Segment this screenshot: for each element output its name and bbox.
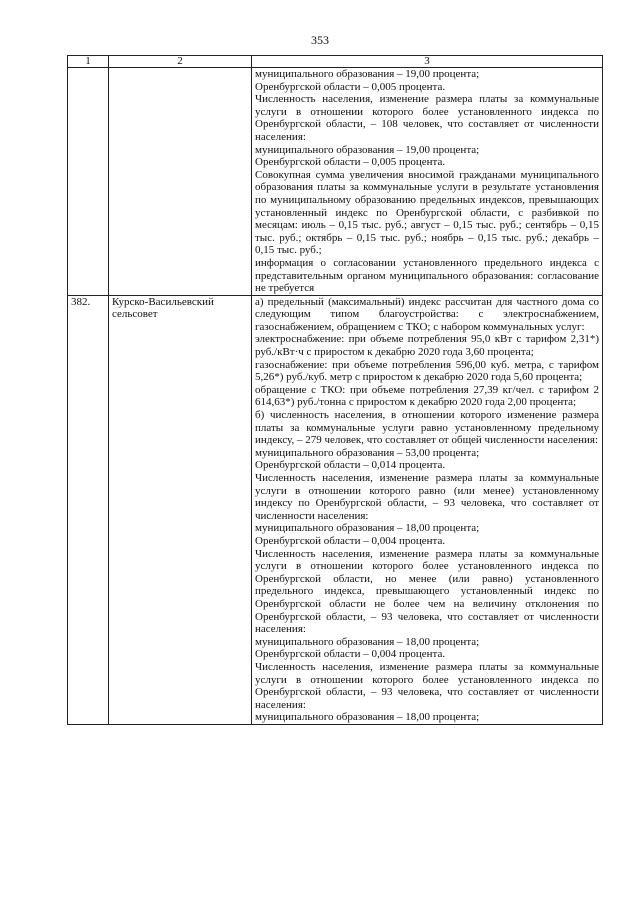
description-paragraph: муниципального образования – 53,00 процента; bbox=[255, 446, 480, 459]
row-description bbox=[252, 295, 603, 724]
description-paragraph: Оренбургской области – 0,004 процента. bbox=[255, 648, 446, 661]
row-entity-name: Курско-Васильевский сельсовет bbox=[109, 295, 252, 724]
column-header-3: 3 bbox=[252, 56, 603, 68]
description-paragraph: газоснабжение: при объеме потребления 596,00 куб. метра, с тарифом 5,26*) руб./куб. метр с приростом к декабрю 2020 года 5,60 процента; bbox=[255, 358, 599, 384]
description-paragraph: муниципального образования – 18,00 процента; bbox=[255, 635, 480, 648]
row-number: 382. bbox=[68, 295, 109, 724]
column-header-2: 2 bbox=[109, 56, 252, 68]
description-paragraph: информация о согласовании установленного предельного индекса с представительным органом муниципального образования: согласование не требуется bbox=[255, 256, 599, 295]
description-paragraph: муниципального образования – 18,00 процента; bbox=[255, 711, 480, 724]
description-paragraph: а) предельный (максимальный) индекс рассчитан для частного дома со следующим типом благоустройства: с электроснабжением, газоснабжением, обращением с ТКО; с набором коммунальных услуг: bbox=[255, 295, 599, 333]
row-number bbox=[68, 68, 109, 296]
description-paragraph: муниципального образования – 19,00 процента; bbox=[255, 143, 480, 156]
document-table bbox=[67, 55, 603, 725]
description-paragraph: обращение с ТКО: при объеме потребления 27,39 кг/чел. с тарифом 2 614,63*) руб./тонна с приростом к декабрю 2020 года 2,00 процента; bbox=[255, 383, 599, 409]
description-paragraph: муниципального образования – 18,00 процента; bbox=[255, 522, 480, 535]
description-paragraph: б) численность населения, в отношении которого изменение размера платы за коммунальные услуги равно установленному предельному индексу, – 279 человек, что составляет от общей численности населения: bbox=[255, 409, 599, 447]
description-paragraph: электроснабжение: при объеме потребления 95,0 кВт с тарифом 2,31*) руб./кВт·ч с приростом к декабрю 2020 года 3,60 процента; bbox=[255, 333, 599, 359]
page-number: 353 bbox=[311, 33, 329, 47]
row-description bbox=[252, 68, 603, 296]
description-paragraph: Численность населения, изменение размера платы за коммунальные услуги в отношении которого более установленного индекса по Оренбургской области, – 108 человек, что составляет от численности населения: bbox=[255, 93, 599, 143]
table-row-continuation bbox=[68, 68, 603, 296]
description-paragraph: Численность населения, изменение размера платы за коммунальные услуги в отношении которого равно (или менее) установленному индексу по Оренбургской области, – 93 человека, что составляет от численности населения: bbox=[255, 472, 599, 522]
row-entity-name bbox=[109, 68, 252, 296]
description-paragraph: Совокупная сумма увеличения вносимой гражданами муниципального образования платы за коммунальные услуги в результате установления по муниципальному образованию предельных индексов, превышающих установленный индекс по Оренбургской области, с разбивкой по месяцам: июль – 0,15 тыс. руб.; август – 0,15 тыс. руб.; сентябрь – 0,15 тыс. руб.; октябрь – 0,15 тыс. руб.; ноябрь – 0,15 тыс. руб.; декабрь – 0,15 тыс. руб.; bbox=[255, 168, 599, 257]
table-header-row bbox=[68, 56, 603, 68]
table-row-382 bbox=[68, 295, 603, 724]
description-paragraph: муниципального образования – 19,00 процента; bbox=[255, 68, 480, 80]
description-paragraph: Оренбургской области – 0,005 процента. bbox=[255, 156, 446, 169]
description-paragraph: Оренбургской области – 0,005 процента. bbox=[255, 80, 446, 93]
description-paragraph: Оренбургской области – 0,004 процента. bbox=[255, 534, 446, 547]
description-paragraph: Численность населения, изменение размера платы за коммунальные услуги в отношении которого более установленного индекса по Оренбургской области, – 93 человека, что составляет от численности населения: bbox=[255, 660, 599, 711]
description-paragraph: Оренбургской области – 0,014 процента. bbox=[255, 459, 446, 472]
description-paragraph: Численность населения, изменение размера платы за коммунальные услуги в отношении которого более установленного индекса по Оренбургской области, но менее (или равно) установленного предельного индекса, превышающего установленный индекс по Оренбургской области не более чем на величину отклонения по Оренбургской области, – 93 человека, что составляет от численности населения: bbox=[255, 547, 599, 636]
column-header-1: 1 bbox=[68, 56, 109, 68]
